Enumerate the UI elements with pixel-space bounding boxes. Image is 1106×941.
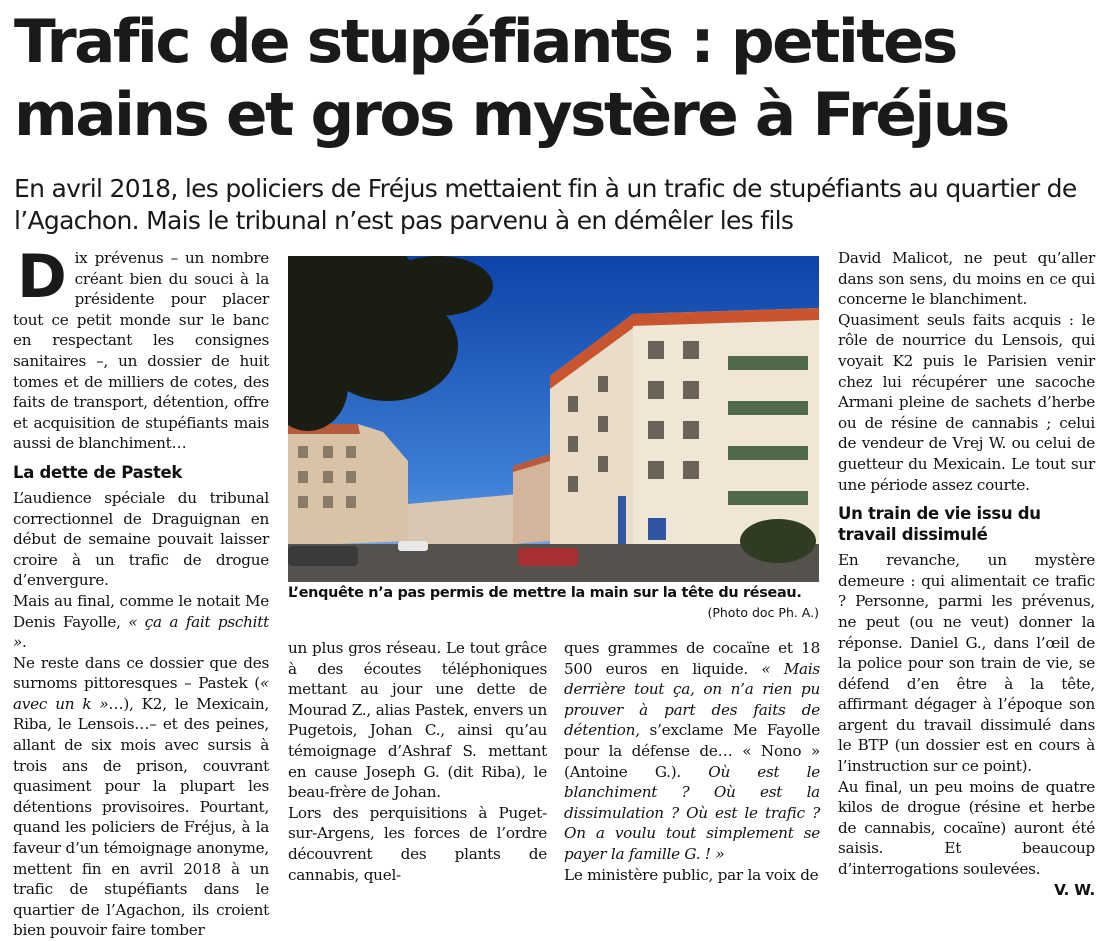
paragraph: ques grammes de cocaïne et 18 500 euros en liquide. « Mais derrière tout ça, on n’a rien pu prouver à part des faits de détention, s’exclame Me Fayolle pour la défense de… « Nono » (Antoine G.). Où est le blanchiment ? Où est la dissimulation ? Où est le trafic ? On a voulu tout simplement se payer la famille G. ! »: [564, 639, 820, 863]
paragraph: Lors des perquisitions à Puget-sur-Argens, les forces de l’ordre découvrent des plants de cannabis, quel-: [288, 803, 547, 884]
paragraph: En revanche, un mystère demeure : qui alimentait ce trafic ? Personne, parmi les prévenus, ne peut (ou ne veut) donner la réponse. Daniel G., dans l’œil de la police pour son train de vie, se défend d’en être à la tête, affirmant dégager à l’époque son argent du travail dissimulé dans le BTP (un dossier est en cours à l’instruction sur ce point).: [838, 551, 1095, 776]
subheading-train-de-vie: Un train de vie issu du travail dissimulé: [838, 504, 1041, 545]
article-column-1: [13, 242, 270, 941]
paragraph: Mais au final, comme le notait Me Denis Fayolle, « ça a fait pschitt ».: [13, 591, 269, 652]
paragraph: Le ministère public, par la voix de: [564, 865, 819, 884]
author-signature: V. W.: [1054, 880, 1095, 899]
article-column-4: [838, 248, 1095, 900]
photo-apartment-buildings: [288, 256, 819, 582]
photo-credit: (Photo doc Ph. A.): [707, 605, 819, 620]
paragraph: Au final, un peu moins de quatre kilos de drogue (résine et herbe de cannabis, cocaïne) auront été saisis. Et beaucoup d’interrogations soulevées.: [838, 777, 1095, 879]
standfirst: En avril 2018, les policiers de Fréjus mettaient fin à un trafic de stupéfiants au quartier de l’Agachon. Mais le tribunal n’est pas parvenu à en démêler les fils: [14, 174, 1077, 235]
paragraph-intro: [13, 242, 269, 454]
drop-cap: D: [17, 242, 67, 312]
subheading-dette: La dette de Pastek: [13, 462, 183, 482]
paragraph: Ne reste dans ce dossier que des surnoms pittoresques – Pastek (« avec un k »…), K2, le Mexicain, Riba, le Lensois…– et des peines, allant de six mois avec sursis à trois ans de prison, couvrant quasiment pour la plupart les détentions provisoires. Pourtant, quand les policiers de Fréjus, à la faveur d’un témoignage anonyme, mettent fin en avril 2018 à un trafic de stupéfiants dans le quartier de l’Agachon, ils croient bien pouvoir faire tomber: [13, 653, 270, 940]
article-photo: [288, 256, 819, 582]
article-column-3: [564, 638, 820, 885]
paragraph: David Malicot, ne peut qu’aller dans son sens, du moins en ce qui concerne le blanchiment.: [838, 249, 1095, 309]
paragraph-intro-text: ix prévenus – un nombre créant bien du souci à la présidente pour placer tout ce petit monde sur le banc en respectant les consignes sanitaires –, un dossier de huit tomes et de milliers de cotes, des faits de transport, détention, offre et acquisition de stupéfiants mais aussi de blanchiment…: [13, 249, 269, 453]
headline: Trafic de stupéfiants : petites mains et gros mystère à Fréjus: [14, 7, 1008, 150]
photo-caption: L’enquête n’a pas permis de mettre la main sur la tête du réseau.: [288, 585, 802, 601]
article-column-2: [288, 638, 547, 885]
paragraph: un plus gros réseau. Le tout grâce à des écoutes téléphoniques mettant au jour une dette de Mourad Z., alias Pastek, envers un Pugetois, Johan C., ainsi qu’au témoignage d’Ashraf S. mettant en cause Joseph G. (dit Riba), le beau-frère de Johan.: [288, 639, 547, 802]
paragraph: Quasiment seuls faits acquis : le rôle de nourrice du Lensois, qui voyait K2 puis le Parisien venir chez lui récupérer une sacoche Armani pleine de sachets d’herbe ou de résine de cannabis ; celui de vendeur de Vrej W. ou celui de guetteur du Mexicain. Le tout sur une période assez courte.: [838, 310, 1095, 494]
paragraph: L’audience spéciale du tribunal correctionnel de Draguignan en début de semaine pouvait laisser croire à un trafic de drogue d’envergure.: [13, 488, 269, 590]
